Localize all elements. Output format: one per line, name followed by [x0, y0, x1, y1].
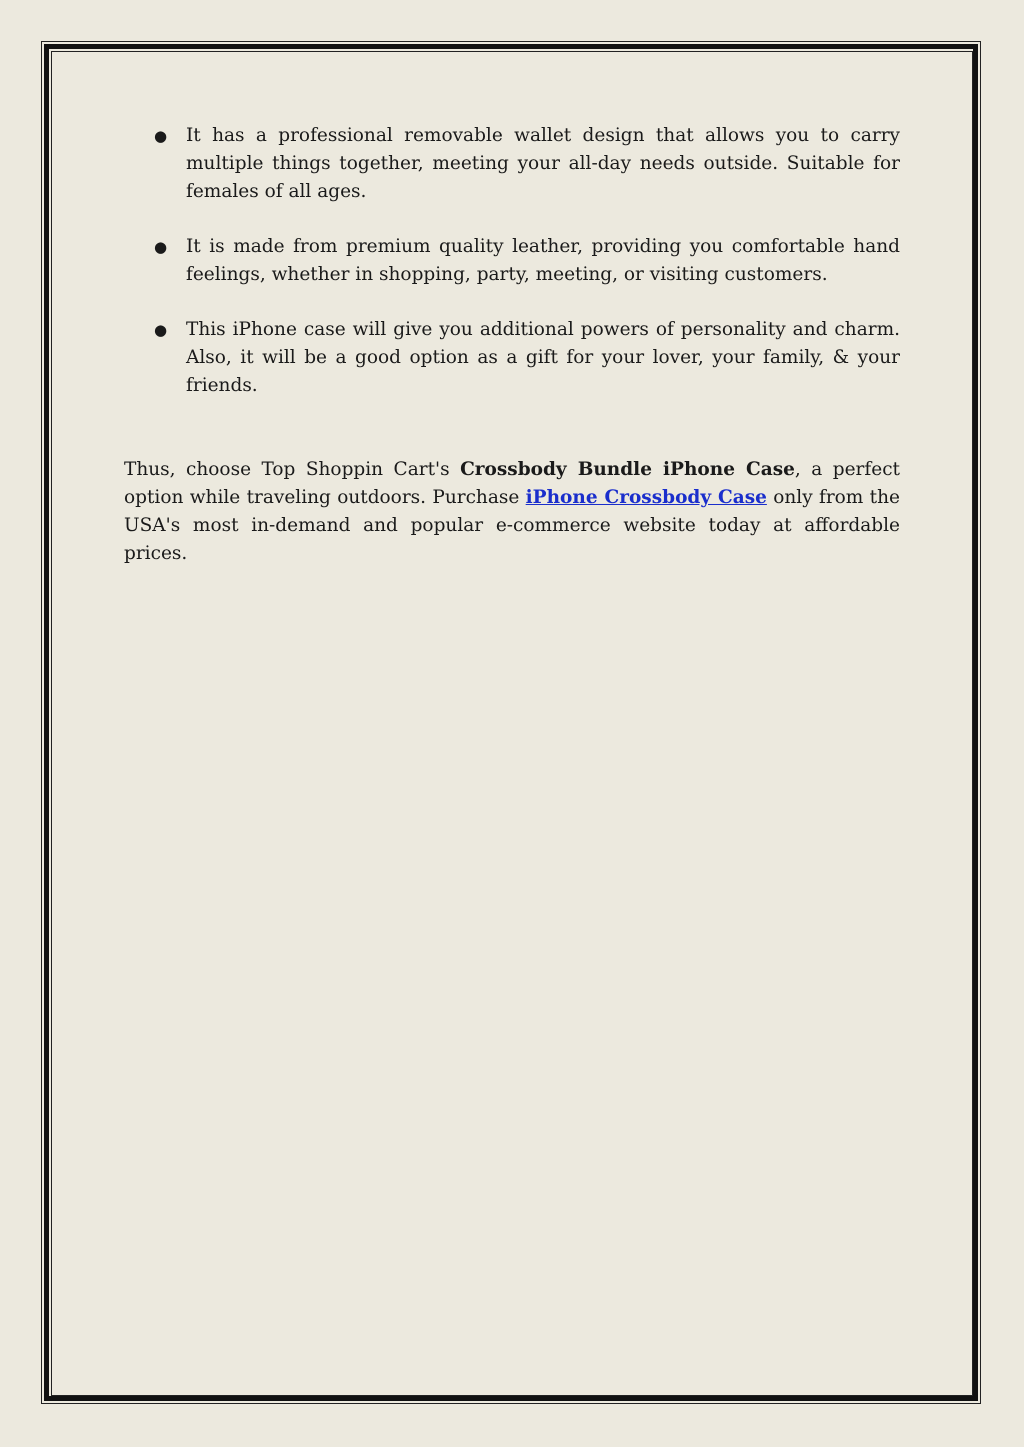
product-name-bold: Crossbody Bundle iPhone Case [460, 459, 795, 480]
feature-list [124, 122, 900, 400]
bullet-icon: ● [154, 127, 168, 145]
conclusion-paragraph [124, 456, 900, 568]
conclusion-text-3: only from the USA's most in-demand and popular e-commerce website today at affordable prices. [124, 487, 900, 564]
list-item [124, 316, 900, 400]
list-item [124, 122, 900, 206]
conclusion-text-2: , a perfect option while traveling outdoors. Purchase [124, 459, 900, 508]
bullet-icon: ● [154, 238, 168, 256]
list-item [124, 233, 900, 289]
bullet-icon: ● [154, 321, 168, 339]
document-body [124, 122, 900, 568]
product-link[interactable]: iPhone Crossbody Case [525, 487, 767, 508]
conclusion-text-1: Thus, choose Top Shoppin Cart's [124, 459, 461, 480]
list-item-text: This iPhone case will give you additional powers of personality and charm. Also, it will be a good option as a gift for your lover, your family, & your friends. [186, 319, 900, 396]
list-item-text: It has a professional removable wallet design that allows you to carry multiple things together, meeting your all-day needs outside. Suitable for females of all ages. [186, 125, 900, 202]
list-item-text: It is made from premium quality leather, providing you comfortable hand feelings, whether in shopping, party, meeting, or visiting customers. [186, 236, 900, 285]
